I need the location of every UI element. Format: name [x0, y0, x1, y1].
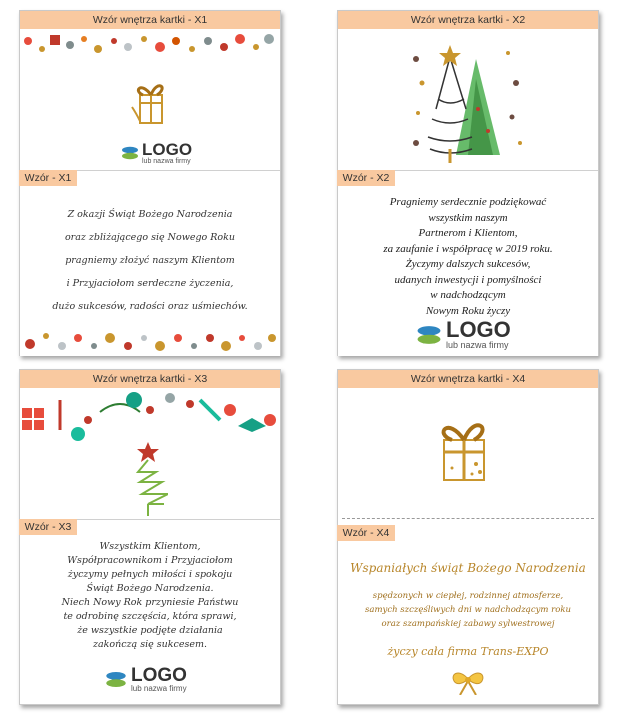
logo-subtitle: lub nazwa firmy	[142, 158, 191, 165]
logo-word: LOGO	[131, 665, 187, 686]
company-logo	[105, 666, 187, 693]
card-header: Wzór wnętrza kartki - X1	[20, 11, 280, 29]
variant-label: Wzór - X4	[337, 525, 395, 541]
greeting-line: Współpracownikom i Przyjaciołom	[67, 555, 233, 566]
card-x3	[19, 369, 281, 705]
festive-ornaments-border	[20, 390, 278, 442]
card-header: Wzór wnętrza kartki - X2	[338, 11, 598, 29]
variant-label: Wzór - X3	[19, 519, 77, 535]
card-x4	[337, 369, 599, 705]
card-header: Wzór wnętrza kartki - X4	[338, 370, 598, 388]
greeting-line: te odrobinę szczęścia, która sprawi,	[63, 611, 237, 622]
greeting-line: samych szczęśliwych dni w nadchodzącym roku	[365, 605, 571, 615]
greeting-line: za zaufanie i współpracę w 2019 roku.	[383, 242, 553, 255]
greeting-line: pragniemy złożyć naszym Klientom	[65, 255, 235, 266]
logo-subtitle: lub nazwa firmy	[446, 340, 509, 350]
company-logo	[121, 141, 192, 165]
greeting-line: spędzonych w ciepłej, rodzinnej atmosferze,	[372, 591, 564, 601]
greeting-line: oraz zbliżającego się Nowego Roku	[64, 232, 236, 243]
greeting-line: Życzymy dalszych sukcesów,	[405, 258, 531, 270]
greeting-text	[346, 195, 590, 319]
logo-swirl-icon	[416, 325, 442, 345]
greeting-line: dużo sukcesów, radości oraz uśmiechów.	[52, 301, 248, 312]
cover-panel	[338, 388, 598, 519]
greeting-text	[26, 540, 274, 652]
logo-swirl-icon	[105, 671, 127, 688]
greeting-text	[30, 203, 270, 318]
logo-word: LOGO	[142, 140, 193, 159]
inside-panel	[20, 170, 280, 356]
inside-panel	[20, 519, 280, 704]
company-logo	[416, 319, 511, 350]
greeting-line: życzymy pełnych miłości i spokoju	[67, 569, 233, 580]
christmas-tree-icon	[128, 442, 168, 518]
logo-swirl-icon	[121, 146, 139, 160]
greeting-line: Świąt Bożego Narodzenia.	[86, 583, 214, 594]
festive-ornaments-border	[20, 326, 278, 356]
card-header: Wzór wnętrza kartki - X3	[20, 370, 280, 388]
greeting-line: w nadchodzącym	[430, 289, 506, 301]
variant-label: Wzór - X1	[19, 170, 77, 186]
greeting-line: Partnerom i Klientom,	[418, 227, 518, 239]
card-x2	[337, 10, 599, 356]
bow-icon	[450, 669, 486, 695]
greeting-line: i Przyjaciołom serdeczne życzenia,	[66, 278, 234, 289]
greeting-line: Wszystkim Klientom,	[99, 541, 201, 552]
greeting-line: zakończą się sukcesem.	[92, 639, 208, 650]
greeting-line: Niech Nowy Rok przyniesie Państwu	[61, 597, 239, 608]
greeting-text	[342, 589, 594, 631]
greeting-line: udanych inwestycji i pomyślności	[394, 273, 542, 286]
signature-line: życzy cała firma Trans-EXPO	[387, 645, 549, 658]
logo-word: LOGO	[446, 317, 511, 342]
inside-panel	[338, 170, 598, 356]
christmas-tree-icon	[408, 39, 528, 165]
logo-subtitle: lub nazwa firmy	[131, 684, 187, 693]
variant-label: Wzór - X2	[337, 170, 395, 186]
gift-icon	[126, 77, 172, 127]
cover-panel	[20, 29, 280, 170]
festive-ornaments-border	[20, 31, 278, 61]
greeting-line: Z okazji Świąt Bożego Narodzenia	[67, 209, 233, 220]
greeting-line: oraz szampańskiej zabawy sylwestrowej	[381, 619, 555, 629]
card-x1	[19, 10, 281, 356]
greeting-line: Pragniemy serdecznie podziękować	[389, 196, 547, 208]
inside-panel	[338, 519, 598, 703]
cover-panel	[20, 388, 280, 519]
greeting-line: wszystkim naszym	[428, 211, 508, 224]
greeting-line: Nowym Roku życzy	[425, 304, 511, 317]
cover-panel	[338, 29, 598, 170]
gift-icon	[428, 408, 498, 488]
greeting-title: Wspaniałych świąt Bożego Narodzenia	[350, 561, 586, 575]
greeting-line: że wszystkie podjęte działania	[77, 625, 223, 636]
